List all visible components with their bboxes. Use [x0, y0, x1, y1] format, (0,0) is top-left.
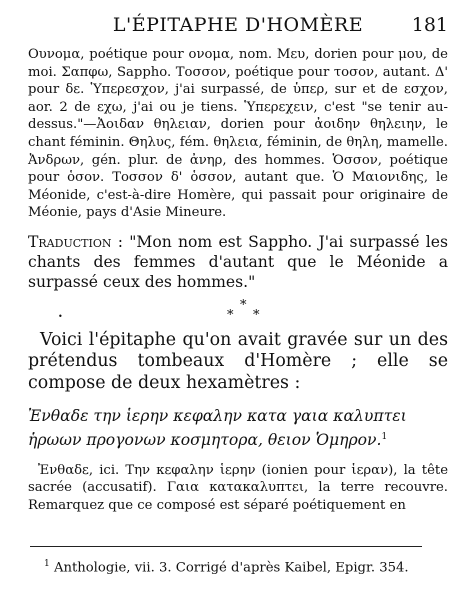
verse-line-2 [28, 427, 448, 451]
page [28, 14, 448, 514]
page-header [28, 14, 448, 38]
verse-line-2-text: ἡρωων προγονων κοσμητορα, θειον Ὁμηρον. [28, 431, 382, 450]
running-title: L'ÉPITAPHE D'HOMÈRE [112, 14, 364, 36]
epitaph-intro: Voici l'épitaphe qu'on avait gravée sur un des prétendus tombeaux d'Homère ; elle se compose de deux hexamètres : [28, 329, 448, 393]
separator-star: * [253, 307, 260, 323]
translation-text: : "Mon nom est Sappho. J'ai surpassé les chants des femmes d'autant que le Méonide a surpassé ceux des hommes." [28, 232, 448, 291]
separator-star: * [240, 297, 247, 313]
footnote-rule [30, 546, 422, 547]
verse-notes: Ἐνθαδε, ici. Την κεφαλην ἱερην (ionien pour ἱεραν), la tête sacrée (accusatif). Γαια κατακαλυπτει, la terre recouvre. Remarquez que ce composé est séparé poétiquement en [28, 462, 448, 513]
section-separator [28, 298, 448, 324]
translation-label: Traduction [28, 232, 112, 251]
verse-line-1: Ἐνθαδε την ἱερην κεφαλην κατα γαια καλυπτει [28, 407, 407, 426]
page-number: 181 [411, 14, 448, 36]
footnote-reference[interactable]: 1 [381, 432, 388, 443]
epitaph-verse [28, 406, 448, 451]
translation-paragraph [28, 232, 448, 292]
stray-dot: • [58, 311, 63, 321]
footnote-mark: 1 [44, 559, 50, 569]
vocabulary-notes [28, 46, 448, 222]
footnote-text: Anthologie, vii. 3. Corrigé d'après Kaibel, Epigr. 354. [53, 560, 409, 576]
vocabulary-notes-text: Ουνομα, poétique pour ονομα, nom. Μευ, dorien pour μου, de moi. Σαπφω, Sappho. Τοσσον, poétique pour τοσον, autant. Δ' pour δε. Ὑπερεσχον, j'ai surpassé, de ὑπερ, sur et de εσχον, aor. 2 de εχω, j'ai ou je tiens. Ὑπερεχειν, c'est "se tenir au-dessus."—Ἀοιδαν θηλειαν, dorien pour ἀοιδην θηλειην, le chant féminin. Θηλυς, fém. θηλεια, féminin, de θηλη, mamelle. Ἀνδρων, gén. plur. de ἀνηρ, des hommes. Ὁσσον, poétique pour ὁσον. Τοσσον δ' ὁσσον, autant que. Ὁ Μαιονιδης, le Méonide, c'est-à-dire Homère, qui passait pour originaire de Méonie, pays d'Asie Mineure. [28, 47, 448, 221]
separator-star: * [227, 307, 234, 323]
footnote [34, 559, 426, 575]
